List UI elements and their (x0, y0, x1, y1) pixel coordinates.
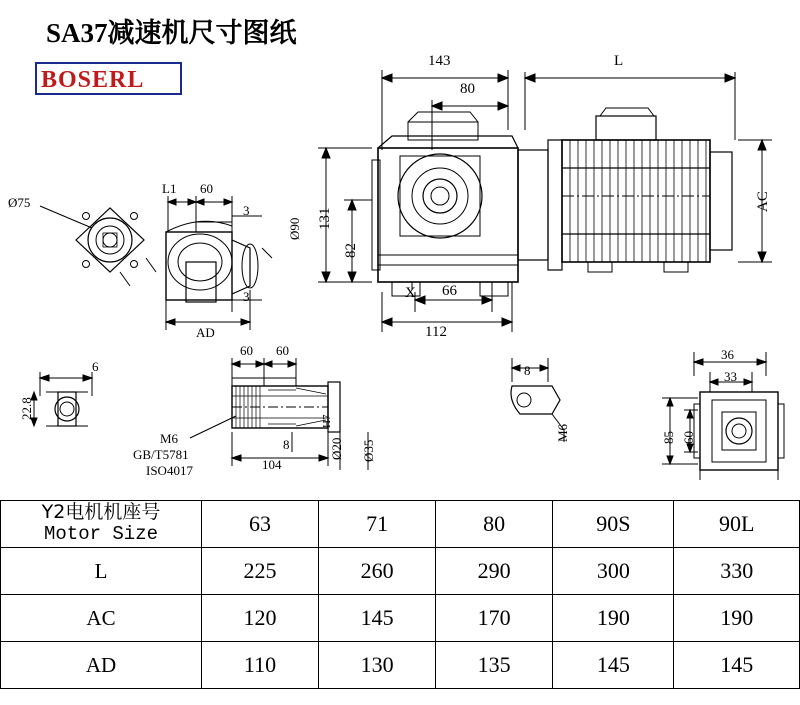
row-label-motor-size-en: Motor Size (43, 523, 159, 545)
dim-3-upper: 3 (243, 203, 250, 218)
page-title: SA37减速机尺寸图纸 (46, 18, 297, 48)
dim-L1: L1 (162, 181, 177, 196)
dim-60-top: 60 (200, 181, 213, 196)
row-label-l: L (1, 548, 202, 595)
dim-60-a: 60 (240, 343, 253, 358)
dim-L: L (614, 53, 624, 69)
dim-60-b: 60 (276, 343, 289, 358)
cell-ad-90l: 145 (674, 642, 800, 689)
cell-l-80: 290 (436, 548, 553, 595)
table-row (1, 501, 800, 548)
cell-motor-size-90s: 90S (553, 501, 674, 548)
cell-ac-90l: 190 (674, 595, 800, 642)
dim-8-key: 8 (283, 437, 290, 452)
dim-6: 6 (92, 359, 99, 374)
row-label-motor-size-cn: Y2电机机座号 (41, 501, 161, 524)
motor-size-table (0, 500, 800, 689)
dim-AD: AD (196, 325, 215, 340)
cell-ad-71: 130 (319, 642, 436, 689)
row-label-ac: AC (1, 595, 202, 642)
logo-text: BOSERL (41, 67, 145, 93)
label-iso-standard: ISO4017 (146, 463, 193, 478)
table-row (1, 642, 800, 689)
table-row (1, 548, 800, 595)
cell-l-63: 225 (202, 548, 319, 595)
dim-36: 36 (721, 347, 734, 362)
dim-d90: Ø90 (287, 217, 302, 240)
table-row (1, 595, 800, 642)
dim-66: 66 (442, 283, 457, 299)
dim-AC: AC (755, 191, 771, 212)
cell-l-90l: 330 (674, 548, 800, 595)
row-label-ad: AD (1, 642, 202, 689)
cell-ac-80: 170 (436, 595, 553, 642)
cell-motor-size-63: 63 (202, 501, 319, 548)
cell-ad-80: 135 (436, 642, 553, 689)
dim-d75: Ø75 (8, 195, 31, 210)
row-label-motor-size (1, 501, 202, 548)
label-gb-standard: GB/T5781 (133, 447, 189, 462)
dim-8-right: 8 (524, 363, 531, 378)
dim-d35: Ø35 (361, 439, 376, 462)
dim-d20h7-tolerance: H7 (321, 414, 333, 428)
cell-ad-90s: 145 (553, 642, 674, 689)
cell-ac-90s: 190 (553, 595, 674, 642)
dim-82: 82 (343, 243, 359, 258)
dim-104: 104 (262, 457, 282, 472)
dim-112: 112 (425, 324, 447, 340)
dim-80: 80 (460, 81, 475, 97)
dim-33: 33 (724, 369, 737, 384)
cell-motor-size-90l: 90L (674, 501, 800, 548)
dim-131: 131 (317, 207, 333, 230)
cell-ad-63: 110 (202, 642, 319, 689)
cell-ac-63: 120 (202, 595, 319, 642)
cell-l-90s: 300 (553, 548, 674, 595)
cell-ac-71: 145 (319, 595, 436, 642)
label-m6-b: M6 (555, 423, 570, 442)
label-m6-a: M6 (160, 431, 179, 446)
dim-143: 143 (428, 53, 451, 69)
dim-22-8: 22.8 (19, 397, 34, 420)
dim-60-c: 60 (681, 431, 696, 444)
cell-l-71: 260 (319, 548, 436, 595)
dim-d20h7: Ø20 (329, 437, 344, 460)
cell-motor-size-71: 71 (319, 501, 436, 548)
cell-motor-size-80: 80 (436, 501, 553, 548)
dim-3-lower: 3 (243, 289, 250, 304)
dim-85: 85 (661, 431, 676, 444)
dim-X: X (405, 285, 416, 301)
